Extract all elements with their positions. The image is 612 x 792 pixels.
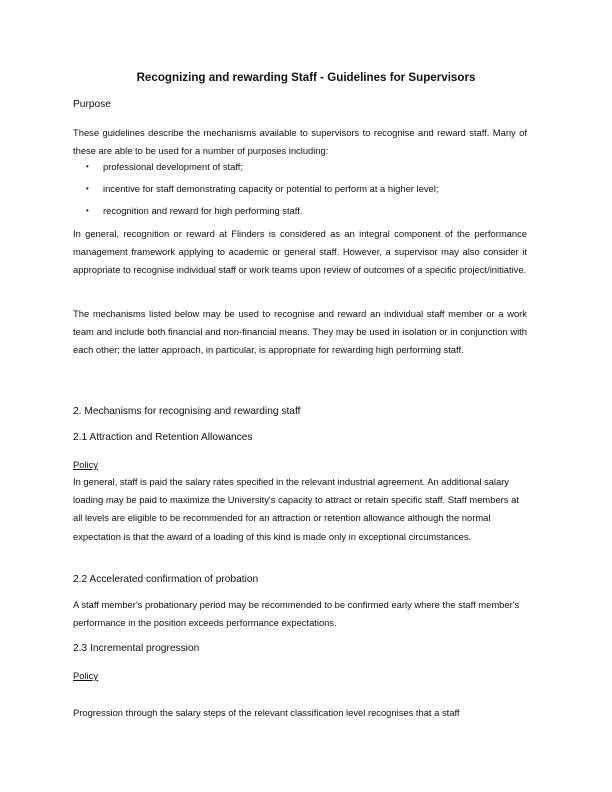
document-title: Recognizing and rewarding Staff - Guidelines for Supervisors bbox=[136, 71, 476, 84]
bullet-icon: • bbox=[86, 206, 89, 215]
list-item bbox=[73, 156, 527, 178]
mechanisms-paragraph: The mechanisms listed below may be used to recognise and reward an individual staff member or a work team and include both financial and non-financial means. They may be used in isolation or in conjunction with each other; the latter approach, in particular, is appropriate for rewarding high performing staff. bbox=[73, 308, 527, 356]
section-2-heading: 2. Mechanisms for recognising and rewarding staff bbox=[73, 406, 301, 417]
section-2-3-paragraph: Progression through the salary steps of the relevant classification level recognises that a staff bbox=[73, 707, 460, 718]
list-item-text: recognition and reward for high performing staff. bbox=[103, 205, 303, 216]
section-2-2-heading: 2.2 Accelerated confirmation of probation bbox=[73, 574, 259, 585]
purpose-intro-paragraph: These guidelines describe the mechanisms available to supervisors to recognise and reward staff. Many of these are able to be used for a number of purposes including: bbox=[73, 127, 527, 157]
list-item-text: professional development of staff; bbox=[103, 161, 244, 172]
section-2-3-heading: 2.3 Incremental progression bbox=[73, 643, 200, 654]
policy-label: Policy bbox=[73, 459, 99, 470]
section-2-1-paragraph: In general, staff is paid the salary rates specified in the relevant industrial agreement. An additional salary loading may be paid to maximize the University's capacity to attract or retain specific staff. Staff members at all levels are eligible to be recommended for an attraction or retention allowance although the normal expectation is that the award of a loading of this kind is made only in exceptional circumstances. bbox=[73, 476, 519, 542]
policy-label-2: Policy bbox=[73, 670, 99, 681]
section-2-1-heading: 2.1 Attraction and Retention Allowances bbox=[73, 432, 253, 443]
list-item-text: incentive for staff demonstrating capacity or potential to perform at a higher level; bbox=[103, 183, 439, 194]
bullet-icon: • bbox=[86, 184, 89, 193]
list-item bbox=[73, 178, 527, 200]
purposes-list bbox=[73, 156, 527, 222]
general-paragraph: In general, recognition or reward at Flinders is considered as an integral component of the performance management framework applying to academic or general staff. However, a supervisor may also consider it appropriate to recognise individual staff or work teams upon review of outcomes of a specific project/initiative. bbox=[73, 228, 527, 276]
section-2-2-paragraph: A staff member's probationary period may be recommended to be confirmed early where the staff member's performance in the position exceeds performance expectations. bbox=[73, 599, 520, 629]
list-item bbox=[73, 200, 527, 222]
bullet-icon: • bbox=[86, 162, 89, 171]
purpose-heading: Purpose bbox=[73, 99, 111, 110]
